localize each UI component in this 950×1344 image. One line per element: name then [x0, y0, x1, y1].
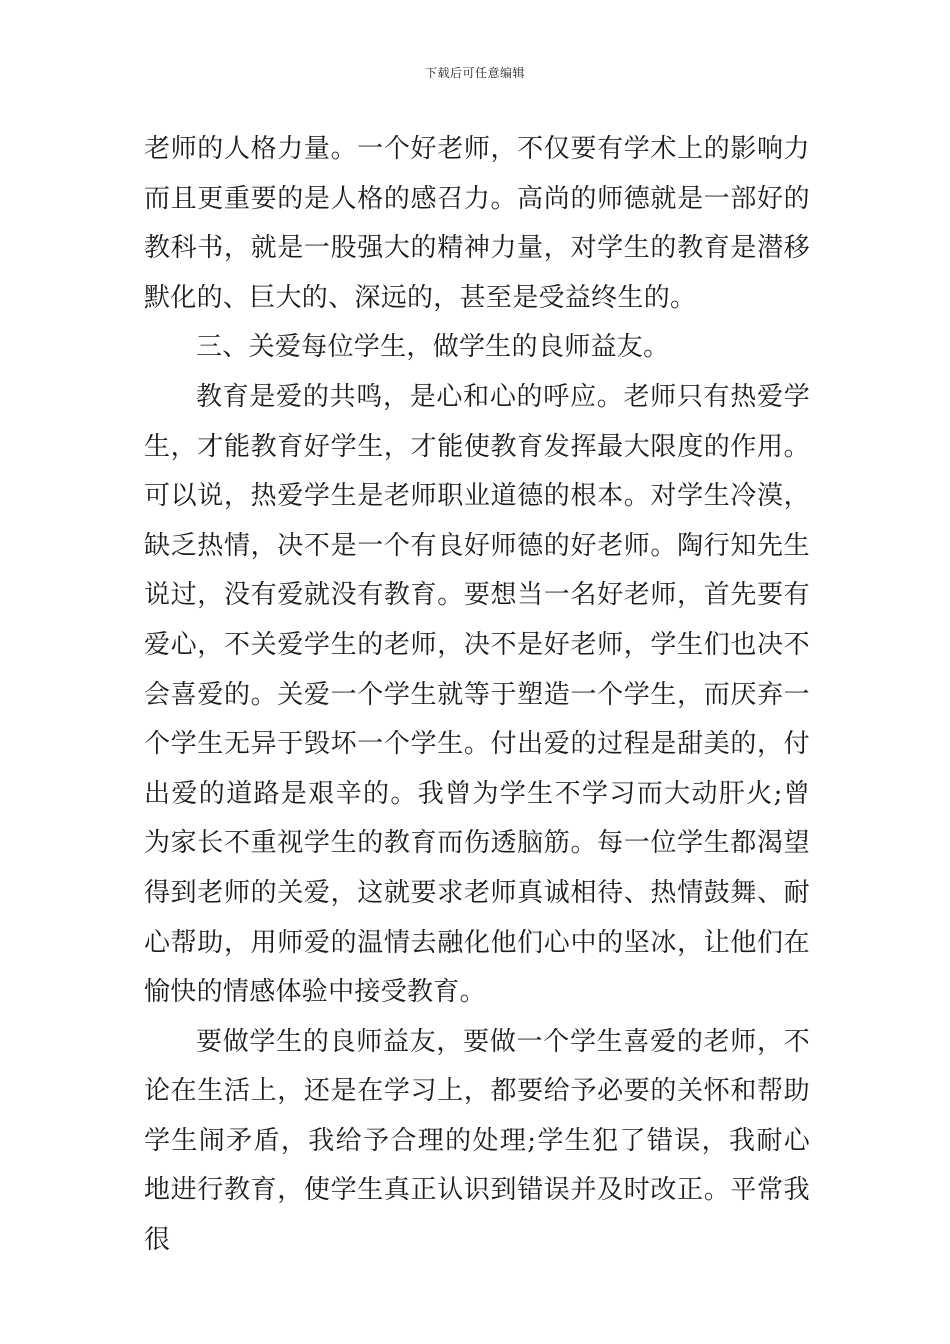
paragraph-2: 教育是爱的共鸣，是心和心的呼应。老师只有热爱学生，才能教育好学生，才能使教育发挥最大限度的作用。可以说，热爱学生是老师职业道德的根本。对学生冷漠，缺乏热情，决不是一个有良好师德的好老师。陶行知先生说过，没有爱就没有教育。要想当一名好老师，首先要有爱心，不关爱学生的老师，决不是好老师，学生们也决不会喜爱的。关爱一个学生就等于塑造一个学生，而厌弃一个学生无异于毁坏一个学生。付出爱的过程是甜美的，付出爱的道路是艰辛的。我曾为学生不学习而大动肝火;曾为家长不重视学生的教育而伤透脑筋。每一位学生都渴望得到老师的关爱，这就要求老师真诚相待、热情鼓舞、耐心帮助，用师爱的温情去融化他们心中的坚冰，让他们在愉快的情感体验中接受教育。 [144, 381, 810, 1008]
page-header: 下载后可任意编辑 [424, 66, 525, 80]
paragraph-3: 要做学生的良师益友，要做一个学生喜爱的老师，不论在生活上，还是在学习上，都要给予必要的关怀和帮助学生闹矛盾，我给予合理的处理;学生犯了错误，我耐心地进行教育，使学生真正认识到错误并及时改正。平常我很 [144, 1026, 810, 1256]
section-heading-3: 三、关爱每位学生，做学生的良师益友。 [196, 332, 670, 363]
paragraph-1: 老师的人格力量。一个好老师，不仅要有学术上的影响力而且更重要的是人格的感召力。高尚的师德就是一部好的教科书，就是一股强大的精神力量，对学生的教育是潜移默化的、巨大的、深远的，甚至是受益终生的。 [144, 134, 810, 313]
document-body [144, 125, 810, 1266]
